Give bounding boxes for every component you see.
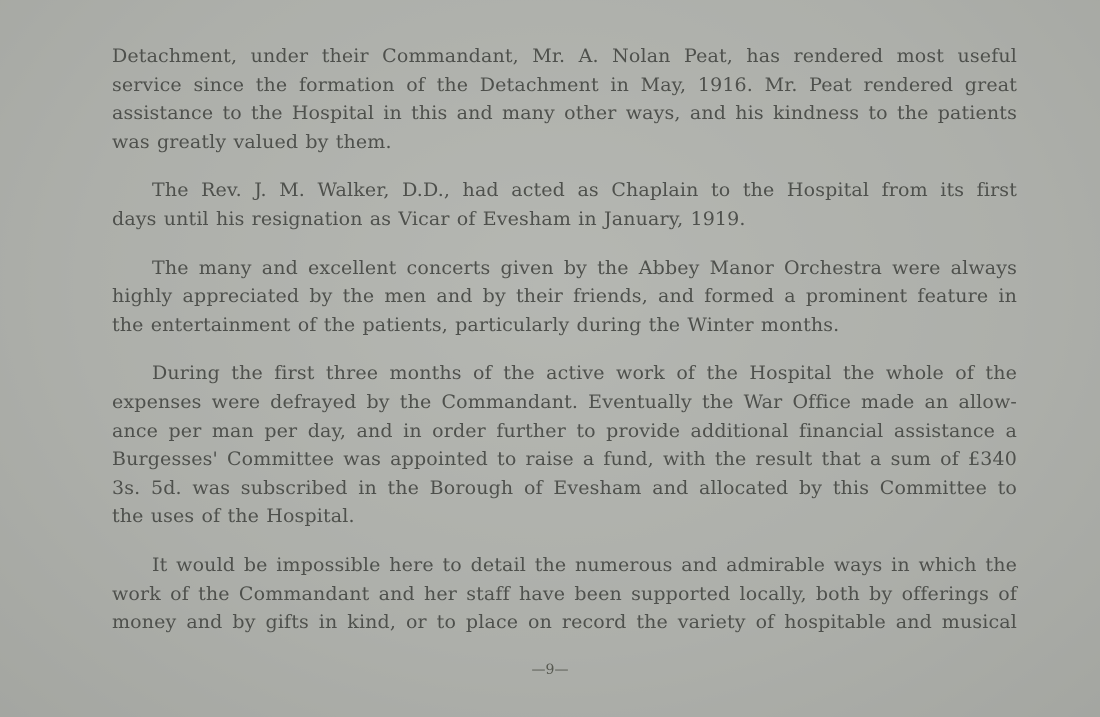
text-line: Detachment, under their Commandant, Mr. A. Nolan Peat, has rendered most useful (112, 45, 1017, 67)
text-line: money and by gifts in kind, or to place on record the variety of hospitable and musical (112, 611, 1017, 634)
text-line: assistance to the Hospital in this and many other ways, and his kindness to the patients (112, 102, 1017, 125)
paragraph-expenses (112, 359, 1017, 531)
paragraph-detachment (112, 42, 1017, 156)
text-line: Burgesses' Committee was appointed to raise a fund, with the result that a sum of £340 (112, 448, 1017, 471)
text-line: It would be impossible here to detail the numerous and admirable ways in which the (152, 553, 1017, 576)
text-line: the entertainment of the patients, particularly during the Winter months. (112, 313, 840, 336)
paragraph-chaplain (112, 176, 1017, 233)
body-text (112, 42, 1017, 657)
text-line: During the first three months of the active work of the Hospital the whole of the (152, 362, 1017, 385)
text-line: days until his resignation as Vicar of Evesham in January, 1919. (112, 207, 746, 230)
text-line: expenses were defrayed by the Commandant. Eventually the War Office made an allow- (112, 390, 1017, 413)
text-line: the uses of the Hospital. (112, 505, 355, 528)
page-number: —9— (531, 662, 569, 678)
text-line: 3s. 5d. was subscribed in the Borough of Evesham and allocated by this Committee to (112, 476, 1017, 499)
text-line: The Rev. J. M. Walker, D.D., had acted as Chaplain to the Hospital from its first (152, 179, 1017, 202)
text-line: service since the formation of the Detachment in May, 1916. Mr. Peat rendered great (112, 73, 1017, 96)
text-line: ance per man per day, and in order further to provide additional financial assistance a (112, 419, 1017, 442)
paragraph-concerts (112, 254, 1017, 340)
text-line: was greatly valued by them. (112, 130, 392, 153)
text-line: work of the Commandant and her staff have been supported locally, both by offerings of (112, 582, 1017, 605)
text-line: highly appreciated by the men and by their friends, and formed a prominent feature in (112, 285, 1017, 308)
text-line: The many and excellent concerts given by the Abbey Manor Orchestra were always (152, 256, 1017, 279)
paragraph-support (112, 551, 1017, 637)
